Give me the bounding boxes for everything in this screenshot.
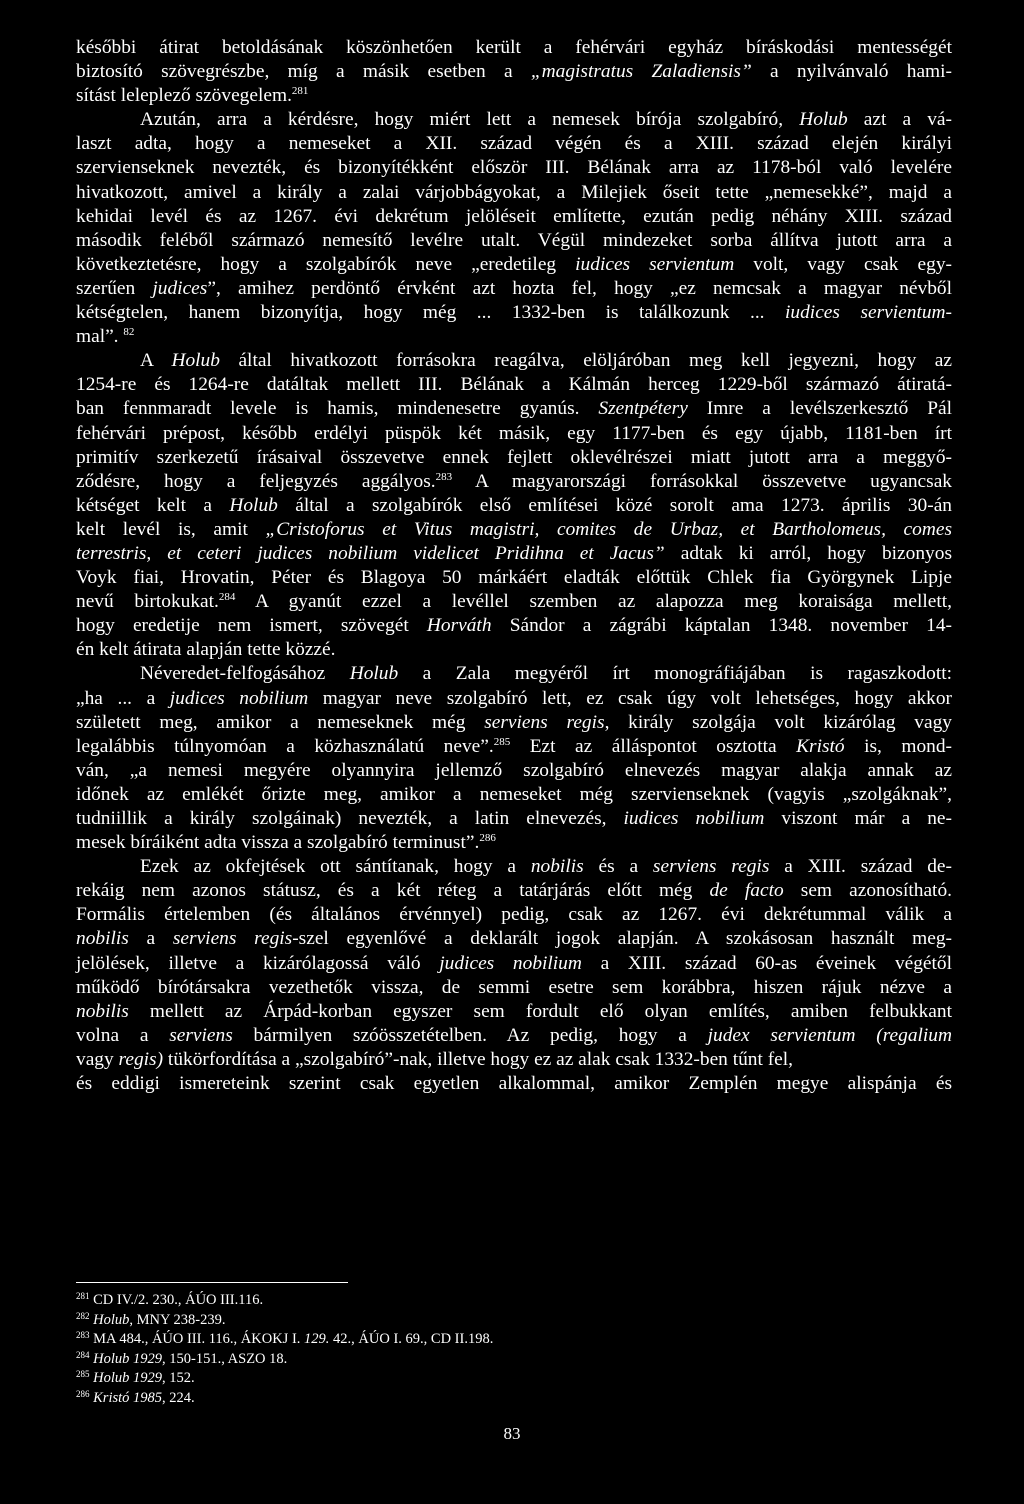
text-line: következtetésre, hogy a szolgabírók neve „eredetileg iudices servientum volt, vagy csak egy- bbox=[76, 253, 952, 275]
text-line: 1254-re és 1264-re datáltak mellett III. Bélának a Kálmán herceg 1229-ből származó átiratá- bbox=[76, 374, 952, 396]
footnote-number: 281 bbox=[76, 1291, 90, 1301]
footnote-text: Holub 1929, 150-151., ASZO 18. bbox=[93, 1350, 288, 1367]
text-line: ződésre, hogy a feljegyzés aggályos.$^{283}$ A magyarországi forrásokkal összevetve ugyancsak bbox=[76, 470, 952, 492]
text-line: kelt levél is, amit „Cristoforus et Vitus magistri, comites de Urbaz, et Bartholomeus, comes bbox=[76, 518, 952, 540]
text-line: Néveredet-felfogásához Holub a Zala megyéről írt monográfiájában is ragaszkodott: bbox=[140, 663, 952, 685]
footnote-text: CD IV./2. 230., ÁÚO III.116. bbox=[89, 1292, 264, 1308]
footnote bbox=[76, 1369, 676, 1389]
footnote-text: Kristó 1985, 224. bbox=[93, 1389, 195, 1406]
footnote bbox=[76, 1330, 676, 1350]
footnote bbox=[76, 1311, 676, 1331]
footnote-separator bbox=[76, 1282, 348, 1283]
footnote bbox=[76, 1291, 676, 1311]
footnote-number: 286 bbox=[76, 1388, 90, 1399]
text-line: kehidai levél és az 1267. évi dekrétum jelöléseit említette, ezután pedig néhány XIII. század bbox=[76, 205, 952, 227]
footnote-text: Holub 1929, 152. bbox=[93, 1370, 195, 1386]
text-line: rekáig nem azonos státusz, és a két réteg a tatárjárás előtt még de facto sem azonosítható. bbox=[76, 880, 952, 902]
text-line: későbbi átirat betoldásának köszönhetően került a fehérvári egyház bíráskodási mentességét bbox=[76, 37, 952, 58]
text-line: kétséget kelt a Holub által a szolgabírók első említései közé sorolt ama 1273. április 30-án bbox=[76, 494, 952, 516]
text-line: időnek az emlékét őrizte meg, amikor a nemeseket még szervienseknek (vagyis „szolgáknak”, bbox=[76, 783, 952, 805]
text-line: Azután, arra a kérdésre, hogy miért lett a nemesek bírója szolgabíró, Holub azt a vá- bbox=[140, 109, 952, 131]
text-line: legalábbis túlnyomóan a közhasználatú neve”.$^{285}$ Ezt az álláspontot osztotta Kristó is, mond- bbox=[76, 735, 952, 757]
text-line: én kelt átirata alapján tette közzé. bbox=[76, 639, 336, 661]
text-line: jelölések, illetve a kizárólagossá váló judices nobilium a XIII. század 60-as éveinek végétől bbox=[76, 952, 953, 974]
text-line: nobilis mellett az Árpád-korban egyszer sem fordult elő olyan említés, amiben felbukkant bbox=[76, 1000, 952, 1022]
text-line: „ha ... a judices nobilium magyar neve szolgabíró lett, ez csak úgy volt lehetséges, hogy akkor bbox=[76, 687, 953, 709]
text-line: nobilis a serviens regis-szel egyenlővé a deklarált jogok alapján. A szokásosan használt meg- bbox=[76, 928, 953, 950]
text-line: szervienseknek nevezték, és bizonyítékként először III. Bélának arra az 1178-ból való levelére bbox=[76, 157, 952, 179]
text-line: ván, „a nemesi megyére olyannyira jellemző szolgabíró elnevezés magyar alakja annak az bbox=[76, 759, 952, 781]
footnotes bbox=[76, 1291, 676, 1408]
footnote-number: 282 bbox=[76, 1310, 90, 1321]
footnote bbox=[76, 1350, 676, 1370]
text-line: kétségtelen, hanem bizonyítja, hogy még ... 1332-ben is találkozunk ... iudices servientum- bbox=[76, 302, 952, 324]
footnote-text: MA 484., ÁÚO III. 116., ÁKOKJ I. 129. 42., ÁÚO I. 69., CD II.198. bbox=[89, 1331, 494, 1347]
text-line: A Holub által hivatkozott forrásokra reagálva, elöljáróban meg kell jegyezni, hogy az bbox=[140, 350, 953, 372]
text-line: volna a serviens bármilyen szóösszetételben. Az pedig, hogy a judex servientum (regalium bbox=[76, 1024, 952, 1046]
text-line: primitív szerkezetű írásaival összevetve ennek fejlett oklevélrészei miatt jutott arra a meggyő- bbox=[76, 446, 952, 468]
text-line: ban fennmaradt levele is hamis, mindenesetre gyanús. Szentpétery Imre a levélszerkesztő Pál bbox=[76, 398, 952, 420]
text-line: laszt adta, hogy a nemeseket a XII. század végén és a XIII. század elején királyi bbox=[76, 133, 952, 155]
text-line: sítást leleplező szövegelem.$^{281}$ bbox=[76, 85, 309, 107]
footnote-number: 285 bbox=[76, 1369, 90, 1379]
text-line: tudniillik a király szolgáinak) nevezték, a latin elnevezés, iudices nobilium viszont már a ne- bbox=[76, 808, 952, 829]
text-line: terrestris, et ceteri judices nobilium videlicet Pridihna et Jacus” adtak ki arról, hogy bizonyos bbox=[76, 542, 952, 564]
text-line: mal”. $^{82}$ bbox=[76, 326, 135, 348]
text-line: vagy regis) tükörfordítása a „szolgabíró”-nak, illetve hogy ez az alak csak 1332-ben tűnt fel, bbox=[76, 1048, 794, 1070]
text-line: hogy eredetije nem ismert, szövegét Horváth Sándor a zágrábi káptalan 1348. november 14- bbox=[76, 615, 952, 637]
page-number: 83 bbox=[503, 1424, 521, 1443]
text-line: nevű birtokukat.$^{284}$ A gyanút ezzel a levéllel szemben az alapozza meg koraisága mellett, bbox=[76, 591, 952, 613]
text-line: második feléből származó nemesítő levélre utalt. Végül mindezeket sorba állítva jutott arra a bbox=[76, 229, 952, 251]
text-line: Ezek az okfejtések ott sántítanak, hogy a nobilis és a serviens regis a XIII. század de- bbox=[140, 856, 952, 878]
footnote-text: Holub, MNY 238-239. bbox=[93, 1311, 226, 1328]
text-line: fehérvári prépost, később erdélyi püspök két másik, egy 1177-ben és egy újabb, 1181-ben írt bbox=[76, 422, 952, 444]
body-text bbox=[76, 36, 952, 1096]
text-line: működő bírótársakra vezethetők vissza, de semmi esetre sem korábbra, hiszen rájuk nézve a bbox=[76, 976, 952, 998]
footnote-number: 284 bbox=[76, 1349, 90, 1360]
text-line: és eddigi ismereteink szerint csak egyetlen alkalommal, amikor Zemplén megye alispánja és bbox=[76, 1073, 952, 1095]
text-line: mesek bíráiként adta vissza a szolgabíró terminust”.$^{286}$ bbox=[76, 832, 496, 854]
footnote bbox=[76, 1389, 676, 1409]
footnote-number: 283 bbox=[76, 1330, 90, 1340]
text-line: született meg, amikor a nemeseknek még serviens regis, király szolgája volt kizárólag vagy bbox=[76, 711, 952, 733]
text-line: hivatkozott, amivel a király a zalai várjobbágyokat, a Milejiek őseit tette „nemesekké”, majd a bbox=[76, 181, 952, 203]
text-line: Voyk fiai, Hrovatin, Péter és Blagoya 50 márkáért eladták előttük Chlek fia Györgynek Lipje bbox=[76, 567, 952, 589]
text-line: szerűen judices”, amihez perdöntő érvként azt hozta fel, hogy „ez nemcsak a magyar névből bbox=[76, 277, 952, 299]
text-line: Formális értelemben (és általános érvénnyel) pedig, csak az 1267. évi dekrétummal válik a bbox=[76, 904, 952, 926]
text-line: biztosító szövegrészbe, míg a másik esetben a „magistratus Zaladiensis” a nyilvánvaló hami- bbox=[76, 61, 952, 83]
